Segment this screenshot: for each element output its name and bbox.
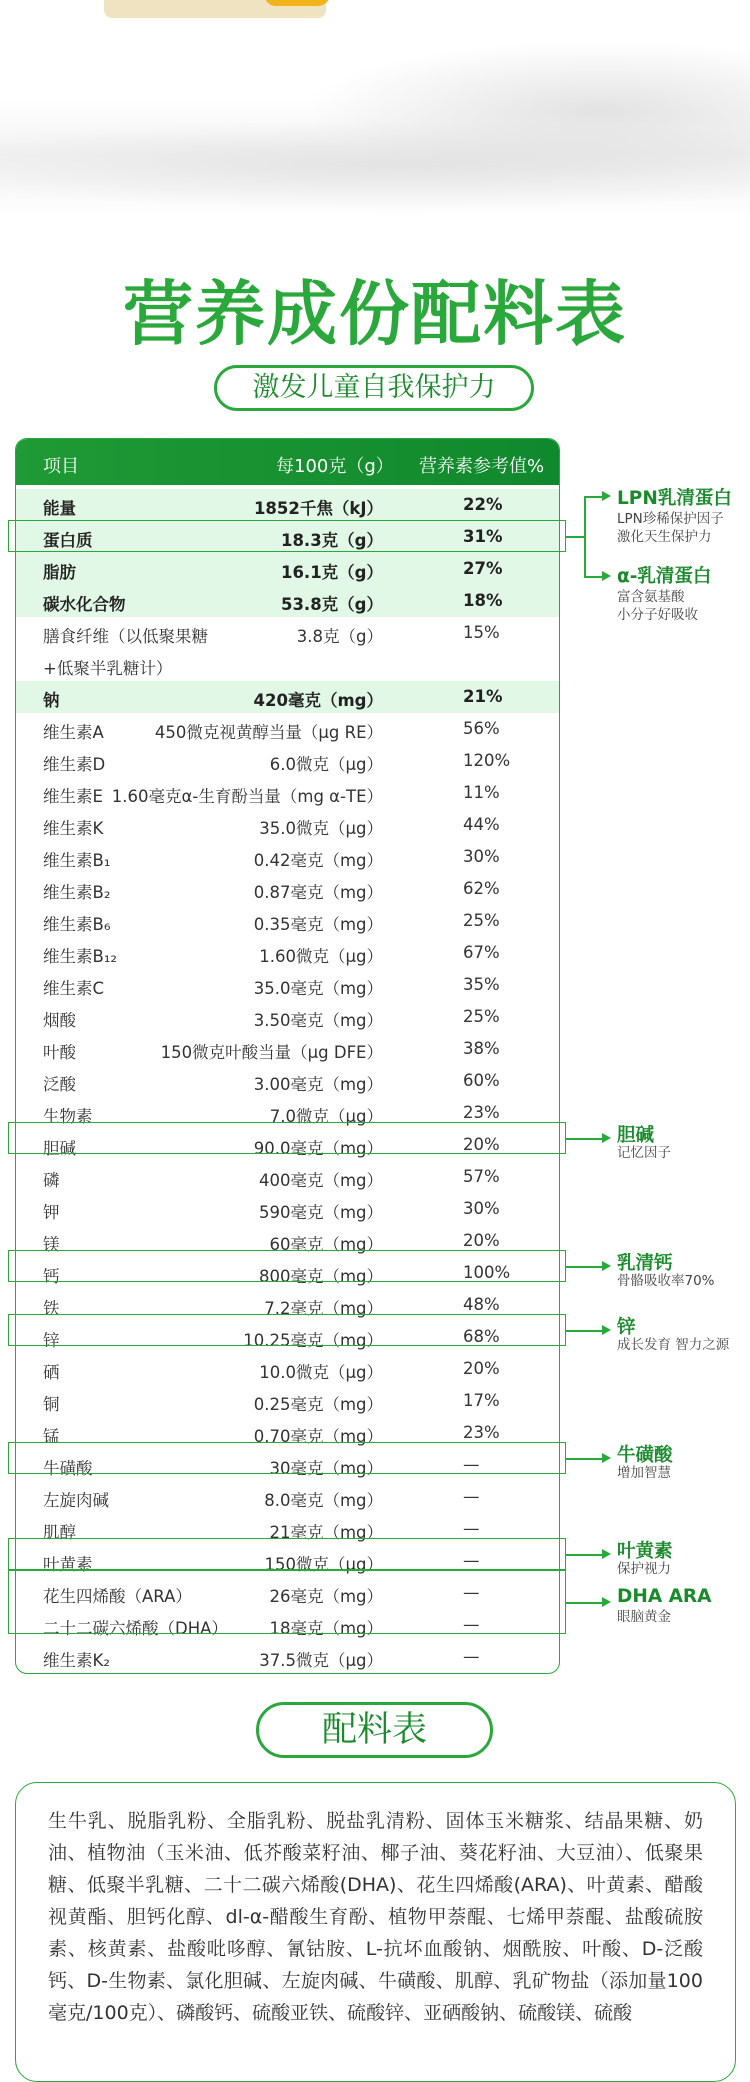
- note-desc: 增加智慧: [617, 1465, 671, 1481]
- header-banner: [0, 0, 750, 220]
- row-nrv: 11%: [463, 783, 500, 802]
- highlight-box: [8, 1122, 566, 1154]
- row-name: 维生素K₂: [43, 1651, 110, 1670]
- row-amount: 18毫克（mg）: [269, 1619, 383, 1638]
- row-amount: 26毫克（mg）: [269, 1587, 383, 1606]
- row-name: 铁: [43, 1299, 60, 1318]
- row-nrv: 25%: [463, 911, 500, 930]
- note-desc: 成长发育 智力之源: [617, 1337, 730, 1353]
- row-name: 锌: [43, 1331, 60, 1350]
- table-row: [16, 1033, 559, 1065]
- row-nrv: —: [463, 1455, 480, 1474]
- row-name: 脂肪: [43, 563, 76, 582]
- row-amount: 18.3克（g）: [280, 531, 383, 550]
- row-name: 维生素B₆: [43, 915, 111, 934]
- row-amount: 0.42毫克（mg）: [253, 851, 383, 870]
- row-amount: 30毫克（mg）: [269, 1459, 383, 1478]
- row-amount: 0.25毫克（mg）: [253, 1395, 383, 1414]
- row-amount: 90.0毫克（mg）: [253, 1139, 383, 1158]
- connector-line: [566, 536, 584, 538]
- row-amount: 1852千焦（kJ）: [253, 499, 383, 518]
- row-name: 维生素B₁₂: [43, 947, 118, 966]
- arrow-icon: [602, 491, 611, 501]
- row-name: 能量: [43, 499, 76, 518]
- row-nrv: 38%: [463, 1039, 500, 1058]
- note-desc: 记忆因子: [617, 1145, 671, 1161]
- row-name: 钠: [43, 691, 60, 710]
- row-amount: 7.2毫克（mg）: [264, 1299, 383, 1318]
- connector-line: [566, 1330, 602, 1332]
- row-amount: 6.0微克（μg）: [269, 755, 383, 774]
- table-row: [16, 1353, 559, 1385]
- row-amount: 8.0毫克（mg）: [264, 1491, 383, 1510]
- row-nrv: —: [463, 1615, 480, 1634]
- row-amount: 0.87毫克（mg）: [253, 883, 383, 902]
- connector-line: [566, 1602, 602, 1604]
- row-name: 维生素A: [43, 723, 104, 742]
- connector-line: [566, 1138, 602, 1140]
- row-amount: 7.0微克（μg）: [269, 1107, 383, 1126]
- row-name: 烟酸: [43, 1011, 76, 1030]
- arrow-icon: [602, 1133, 611, 1143]
- row-name: 碳水化合物: [43, 595, 126, 614]
- row-nrv: 62%: [463, 879, 500, 898]
- note-title: LPN乳清蛋白: [617, 488, 732, 509]
- row-name: 维生素E: [43, 787, 103, 806]
- arrow-icon: [602, 1261, 611, 1271]
- table-row: [16, 585, 559, 617]
- row-nrv: —: [463, 1647, 480, 1666]
- note-desc: LPN珍稀保护因子: [617, 511, 724, 527]
- table-row: [16, 969, 559, 1001]
- table-header: [16, 439, 559, 485]
- connector-line: [566, 1554, 602, 1556]
- row-nrv: 17%: [463, 1391, 500, 1410]
- arrow-icon: [602, 1597, 611, 1607]
- row-amount: 35.0毫克（mg）: [253, 979, 383, 998]
- row-name: 左旋肉碱: [43, 1491, 109, 1510]
- row-name: 二十二碳六烯酸（DHA）: [43, 1619, 228, 1638]
- table-row: [16, 617, 559, 677]
- row-nrv: 44%: [463, 815, 500, 834]
- table-row: [16, 809, 559, 841]
- row-nrv: —: [463, 1551, 480, 1570]
- row-amount: 1.60微克（μg）: [259, 947, 383, 966]
- highlight-box: [8, 1570, 566, 1634]
- highlight-box: [8, 1250, 566, 1282]
- note-title: α-乳清蛋白: [617, 566, 712, 587]
- row-nrv: 20%: [463, 1135, 500, 1154]
- row-nrv: 48%: [463, 1295, 500, 1314]
- note-desc: 小分子好吸收: [617, 607, 698, 623]
- connector-line: [566, 1266, 602, 1268]
- row-nrv: 15%: [463, 623, 500, 642]
- row-name: 钾: [43, 1203, 60, 1222]
- table-row: [16, 937, 559, 969]
- table-row: [16, 745, 559, 777]
- table-row: [16, 1385, 559, 1417]
- row-name: 维生素B₁: [43, 851, 111, 870]
- row-name: 镁: [43, 1235, 60, 1254]
- row-nrv: —: [463, 1487, 480, 1506]
- row-nrv: 23%: [463, 1103, 500, 1122]
- row-name: 硒: [43, 1363, 60, 1382]
- table-row: [16, 713, 559, 745]
- table-row: [16, 905, 559, 937]
- highlight-box: [8, 1314, 566, 1346]
- page-subtitle: 激发儿童自我保护力: [214, 365, 534, 411]
- row-amount: 3.50毫克（mg）: [253, 1011, 383, 1030]
- row-name: 维生素K: [43, 819, 104, 838]
- note-desc: 骨骼吸收率70%: [617, 1273, 715, 1289]
- highlight-box: [8, 1442, 566, 1474]
- row-amount: 420毫克（mg）: [253, 691, 383, 710]
- row-amount: 0.35毫克（mg）: [253, 915, 383, 934]
- note-desc: 眼脑黄金: [617, 1609, 671, 1625]
- row-nrv: 120%: [463, 751, 511, 770]
- row-nrv: 35%: [463, 975, 500, 994]
- row-amount: 37.5微克（μg）: [259, 1651, 383, 1670]
- note-desc: 激化天生保护力: [617, 529, 712, 545]
- row-name: 牛磺酸: [43, 1459, 93, 1478]
- note-title: DHA ARA: [617, 1586, 712, 1607]
- connector-line: [584, 496, 602, 498]
- row-nrv: 30%: [463, 847, 500, 866]
- row-amount: 3.8克（g）: [296, 627, 383, 646]
- row-nrv: 67%: [463, 943, 500, 962]
- row-name: 钙: [43, 1267, 60, 1286]
- note-title: 叶黄素: [617, 1541, 673, 1562]
- row-amount: 21毫克（mg）: [269, 1523, 383, 1542]
- note-desc: 富含氨基酸: [617, 589, 685, 605]
- connector-line: [566, 1458, 602, 1460]
- table-row: [16, 873, 559, 905]
- row-name-line2: +低聚半乳糖计）: [43, 659, 173, 678]
- note-desc: 保护视力: [617, 1561, 671, 1577]
- table-row: [16, 681, 559, 713]
- note-title: 胆碱: [617, 1125, 655, 1146]
- row-amount: 10.0微克（μg）: [259, 1363, 383, 1382]
- note-title: 锌: [617, 1317, 636, 1338]
- row-nrv: 20%: [463, 1231, 500, 1250]
- highlight-box: [8, 520, 566, 552]
- header-per100g: 每100克（g）: [276, 456, 394, 477]
- ingredients-box: 生牛乳、脱脂乳粉、全脂乳粉、脱盐乳清粉、固体玉米糖浆、结晶果糖、奶油、植物油（玉米油、低芥酸菜籽油、椰子油、葵花籽油、大豆油）、低聚果糖、低聚半乳糖、二十二碳六烯酸(DHA)、花生四烯酸(ARA)、叶黄素、醋酸视黄酯、胆钙化醇、dl-α-醋酸生育酚、植物甲萘醌、七烯甲萘醌、盐酸硫胺素、核黄素、盐酸吡哆醇、氰钴胺、L-抗坏血酸钠、烟酰胺、叶酸、D-泛酸钙、D-生物素、氯化胆碱、左旋肉碱、牛磺酸、肌醇、乳矿物盐（添加量100毫克/100克）、磷酸钙、硫酸亚铁、硫酸锌、亚硒酸钠、硫酸镁、硫酸: [15, 1782, 736, 2082]
- highlight-box: [8, 1538, 566, 1570]
- table-row: [16, 489, 559, 521]
- table-row: [16, 1193, 559, 1225]
- row-amount: 400毫克（mg）: [258, 1171, 383, 1190]
- row-name: 铜: [43, 1395, 60, 1414]
- nutrition-table: [15, 438, 560, 1674]
- row-name: 蛋白质: [43, 531, 93, 550]
- row-nrv: 60%: [463, 1071, 500, 1090]
- row-name: 肌醇: [43, 1523, 76, 1542]
- row-name: 泛酸: [43, 1075, 76, 1094]
- table-row: [16, 553, 559, 585]
- row-amount: 60毫克（mg）: [269, 1235, 383, 1254]
- row-amount: 16.1克（g）: [280, 563, 383, 582]
- row-name: 胆碱: [43, 1139, 76, 1158]
- arrow-icon: [602, 571, 611, 581]
- table-row: [16, 841, 559, 873]
- table-row: [16, 1001, 559, 1033]
- row-nrv: —: [463, 1583, 480, 1602]
- table-row: [16, 1065, 559, 1097]
- row-nrv: —: [463, 1519, 480, 1538]
- row-name: 生物素: [43, 1107, 93, 1126]
- row-nrv: 100%: [463, 1263, 511, 1282]
- row-amount: 53.8克（g）: [280, 595, 383, 614]
- row-nrv: 23%: [463, 1423, 500, 1442]
- row-nrv: 27%: [463, 559, 503, 578]
- product-can-image: [104, 0, 326, 18]
- row-amount: 450微克视黄醇当量（μg RE）: [154, 723, 383, 742]
- row-amount: 800毫克（mg）: [258, 1267, 383, 1286]
- row-name: 磷: [43, 1171, 60, 1190]
- connector-line: [584, 496, 586, 576]
- page-title: 营养成份配料表: [123, 273, 627, 355]
- arrow-icon: [602, 1325, 611, 1335]
- table-row: [16, 1161, 559, 1193]
- header-item: 项目: [43, 456, 79, 477]
- row-name: 锰: [43, 1427, 60, 1446]
- row-nrv: 31%: [463, 527, 503, 546]
- row-amount: 150微克（μg）: [264, 1555, 383, 1574]
- note-title: 牛磺酸: [617, 1445, 673, 1466]
- row-nrv: 22%: [463, 495, 503, 514]
- row-nrv: 68%: [463, 1327, 500, 1346]
- row-name: 叶黄素: [43, 1555, 93, 1574]
- row-nrv: 21%: [463, 687, 503, 706]
- row-name: 叶酸: [43, 1043, 76, 1062]
- row-amount: 590毫克（mg）: [258, 1203, 383, 1222]
- row-name: 维生素B₂: [43, 883, 111, 902]
- arrow-icon: [602, 1549, 611, 1559]
- row-amount: 35.0微克（μg）: [259, 819, 383, 838]
- row-nrv: 56%: [463, 719, 500, 738]
- connector-line: [584, 576, 602, 578]
- table-row: [16, 1641, 559, 1673]
- table-row: [16, 777, 559, 809]
- row-nrv: 57%: [463, 1167, 500, 1186]
- row-nrv: 30%: [463, 1199, 500, 1218]
- row-amount: 1.60毫克α-生育酚当量（mg α-TE）: [111, 787, 383, 806]
- row-name: 维生素C: [43, 979, 105, 998]
- row-nrv: 18%: [463, 591, 503, 610]
- table-row: [16, 1481, 559, 1513]
- note-title: 乳清钙: [617, 1253, 673, 1274]
- row-nrv: 20%: [463, 1359, 500, 1378]
- row-amount: 150微克叶酸当量（μg DFE）: [160, 1043, 383, 1062]
- row-amount: 10.25毫克（mg）: [243, 1331, 383, 1350]
- row-name: 膳食纤维（以低聚果糖: [43, 627, 208, 646]
- arrow-icon: [602, 1453, 611, 1463]
- row-name: 花生四烯酸（ARA）: [43, 1587, 192, 1606]
- row-nrv: 25%: [463, 1007, 500, 1026]
- row-amount: 0.70毫克（mg）: [253, 1427, 383, 1446]
- row-name: 维生素D: [43, 755, 106, 774]
- ingredients-title: 配料表: [256, 1702, 493, 1758]
- row-amount: 3.00毫克（mg）: [253, 1075, 383, 1094]
- header-nrv: 营养素参考值%: [419, 456, 545, 477]
